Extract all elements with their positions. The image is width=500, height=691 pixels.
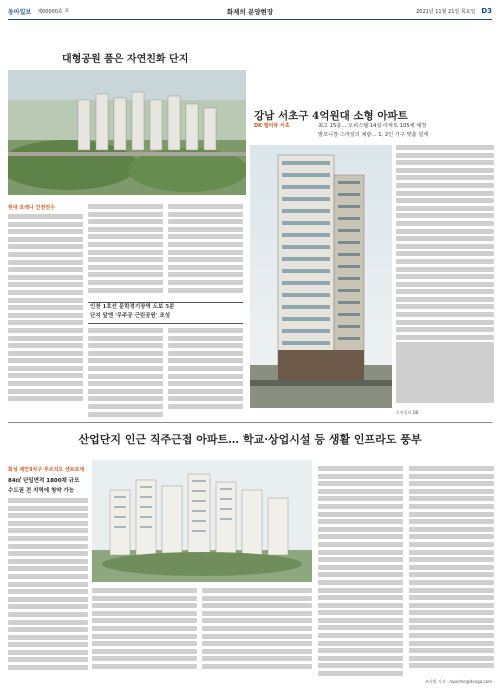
- right-story-photo: [250, 145, 392, 408]
- bottom-subhead-1: 84㎡ 단일면적 1800채 규모: [8, 478, 80, 484]
- masthead: [8, 4, 492, 18]
- publication-date: 2021년 11월 21일 목요일: [416, 8, 476, 15]
- section-title: 화제의 분양현장: [226, 7, 274, 16]
- bottom-column-1: [8, 498, 88, 673]
- bottom-subhead-2: 수도권 전 지역에 청약 가능: [8, 488, 75, 494]
- left-kicker: 현대 포레나 인천연수: [8, 205, 55, 211]
- masthead-rule: [8, 19, 492, 20]
- right-photo-credit: 동아일보 DB: [396, 410, 419, 415]
- issue-circle: ①: [64, 8, 70, 14]
- bottom-headline: 산업단지 인근 직주근접 아파트… 학교·상업시설 등 생활 인프라도 풍부: [78, 433, 422, 446]
- right-column-lower: [396, 345, 494, 406]
- left-column-3: [168, 204, 243, 295]
- newspaper-logo: 동아일보: [8, 8, 32, 16]
- pull-quote-rule-bottom: [88, 323, 243, 324]
- section-divider: [8, 422, 492, 423]
- right-subhead-2: 발코니장·스마일의 채광… 1, 2인 가구 맞춤 설계: [318, 132, 429, 138]
- left-column-3-bottom: [168, 328, 243, 412]
- page-number: D3: [481, 7, 492, 15]
- bottom-column-3: [202, 588, 312, 672]
- left-column-2-top: [88, 204, 163, 295]
- bottom-column-5: [409, 466, 494, 671]
- bottom-column-2: [92, 588, 197, 672]
- pull-quote-line-1: 인천 1호선 문학경기장역 도보 5분: [90, 304, 175, 310]
- left-story-photo: [8, 70, 246, 195]
- issue-number: 제00000호: [37, 8, 63, 15]
- left-column-1: [8, 214, 83, 404]
- right-kicker: DK 밸리뷰 서초: [254, 123, 290, 129]
- left-headline: 대형공원 품은 자연친화 단지: [62, 54, 189, 65]
- pull-quote-line-2: 단지 앞엔 '무주공 근린공원' 조성: [90, 313, 171, 319]
- right-headline: 강남 서초구 4억원대 소형 아파트: [254, 110, 408, 122]
- right-subhead-1: 최고 15층… 오피스텔 14실·아파트 105채 예정: [318, 123, 427, 129]
- bottom-kicker: 화성 제안3차구 푸르지오 센트로에: [8, 467, 85, 473]
- pull-quote-rule-top: [88, 302, 243, 303]
- bottom-column-4: [318, 466, 403, 679]
- bottom-story-photo: [92, 460, 312, 582]
- footer-credit: 조사원 기자 · reporter@donga.com: [424, 679, 492, 684]
- left-column-2-bottom: [88, 328, 163, 419]
